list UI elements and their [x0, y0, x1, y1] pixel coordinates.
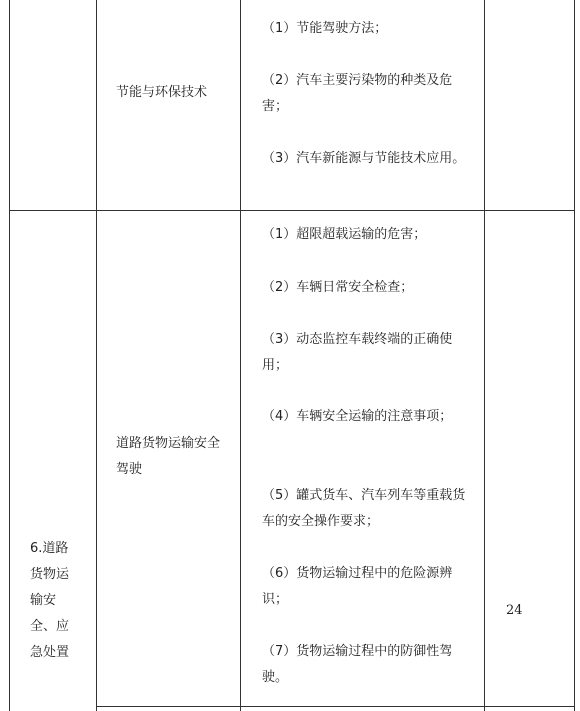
- hours-cell: 24: [506, 603, 523, 618]
- content-item: （2）汽车主要污染物的种类及危害；: [262, 73, 453, 114]
- row-divider: [9, 210, 575, 211]
- column-divider: [96, 0, 97, 711]
- module-cell: 6.道路货物运输安全、应急处置: [30, 541, 70, 660]
- column-divider: [9, 0, 10, 711]
- content-item: （1）超限超载运输的危害；: [262, 227, 427, 242]
- content-item: （2）车辆日常安全检查；: [262, 280, 414, 295]
- column-divider: [574, 0, 575, 711]
- content-item: （4）车辆安全运输的注意事项；: [262, 409, 453, 424]
- row-divider: [96, 706, 575, 707]
- column-divider: [240, 0, 241, 711]
- topic-cell: 节能与环保技术: [116, 85, 208, 100]
- column-divider: [484, 0, 485, 711]
- content-item: （3）动态监控车载终端的正确使用；: [262, 332, 453, 373]
- content-item: （6）货物运输过程中的危险源辨识；: [262, 566, 453, 607]
- content-item: （7）货物运输过程中的防御性驾驶。: [262, 644, 453, 685]
- content-item: （5）罐式货车、汽车列车等重载货车的安全操作要求；: [262, 488, 466, 529]
- topic-cell: 道路货物运输安全驾驶: [116, 436, 221, 477]
- content-item: （3）汽车新能源与节能技术应用。: [262, 151, 466, 166]
- content-item: （1）节能驾驶方法；: [262, 21, 388, 36]
